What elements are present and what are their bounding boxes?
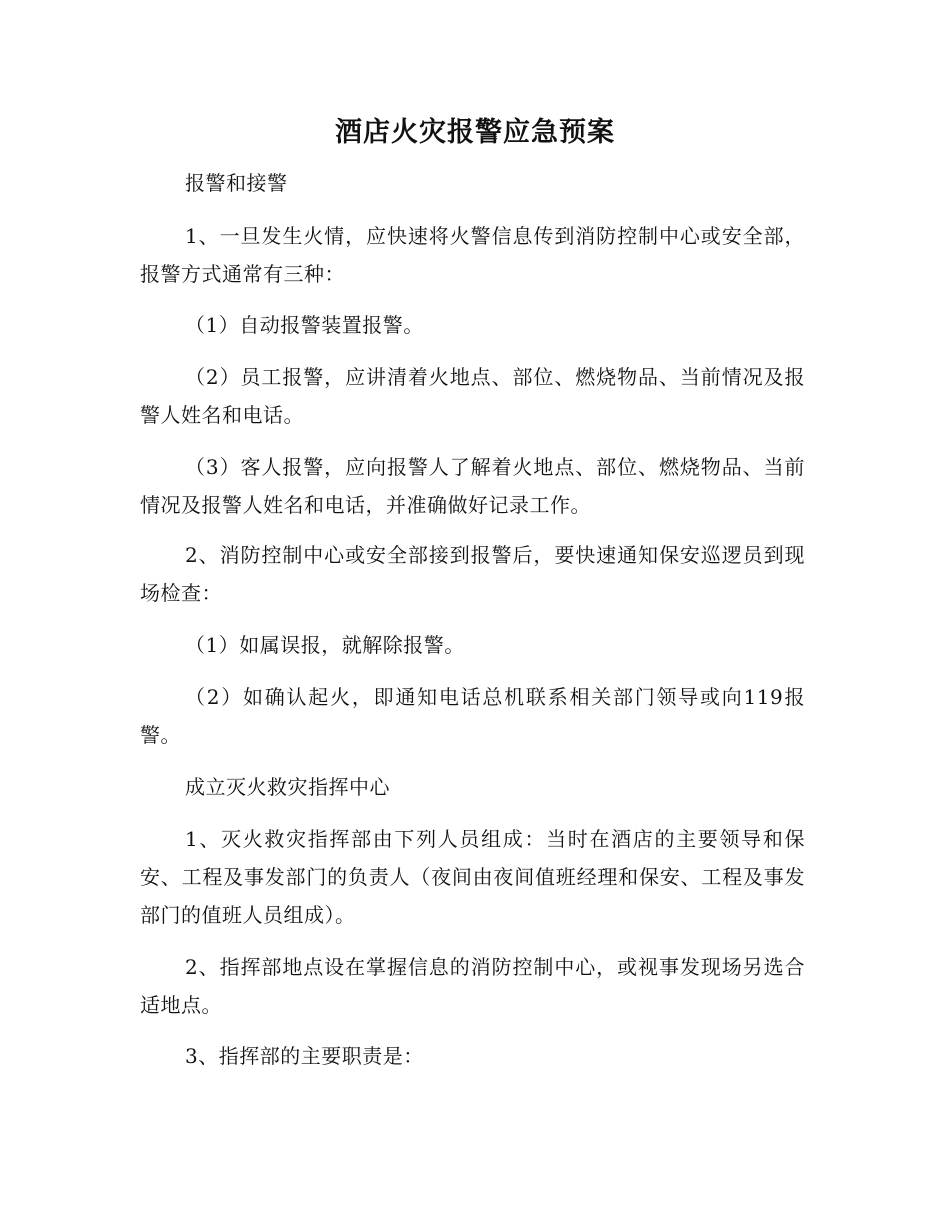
paragraph: （2）如确认起火，即通知电话总机联系相关部门领导或向119报警。 — [140, 685, 805, 747]
paragraph: 2、指挥部地点设在掌握信息的消防控制中心，或视事发现场另选合适地点。 — [140, 955, 805, 1017]
section-heading-command-center: 成立灭火救灾指挥中心 — [185, 775, 390, 799]
paragraph: 1、一旦发生火情，应快速将火警信息传到消防控制中心或安全部，报警方式通常有三种： — [140, 224, 805, 286]
document-title: 酒店火灾报警应急预案 — [335, 117, 615, 148]
paragraph: （3）客人报警，应向报警人了解着火地点、部位、燃烧物品、当前情况及报警人姓名和电话，并准确做好记录工作。 — [140, 455, 805, 517]
paragraph: （2）员工报警，应讲清着火地点、部位、燃烧物品、当前情况及报警人姓名和电话。 — [140, 365, 805, 427]
paragraph: 3、指挥部的主要职责是： — [185, 1044, 424, 1068]
paragraph: （1）自动报警装置报警。 — [185, 313, 424, 337]
paragraph: 1、灭火救灾指挥部由下列人员组成：当时在酒店的主要领导和保安、工程及事发部门的负责人（夜间由夜间值班经理和保安、工程及事发部门的值班人员组成）。 — [140, 827, 805, 927]
section-heading-alarm: 报警和接警 — [185, 171, 288, 195]
paragraph: 2、消防控制中心或安全部接到报警后，要快速通知保安巡逻员到现场检查： — [140, 543, 805, 605]
paragraph: （1）如属误报，就解除报警。 — [185, 633, 465, 657]
